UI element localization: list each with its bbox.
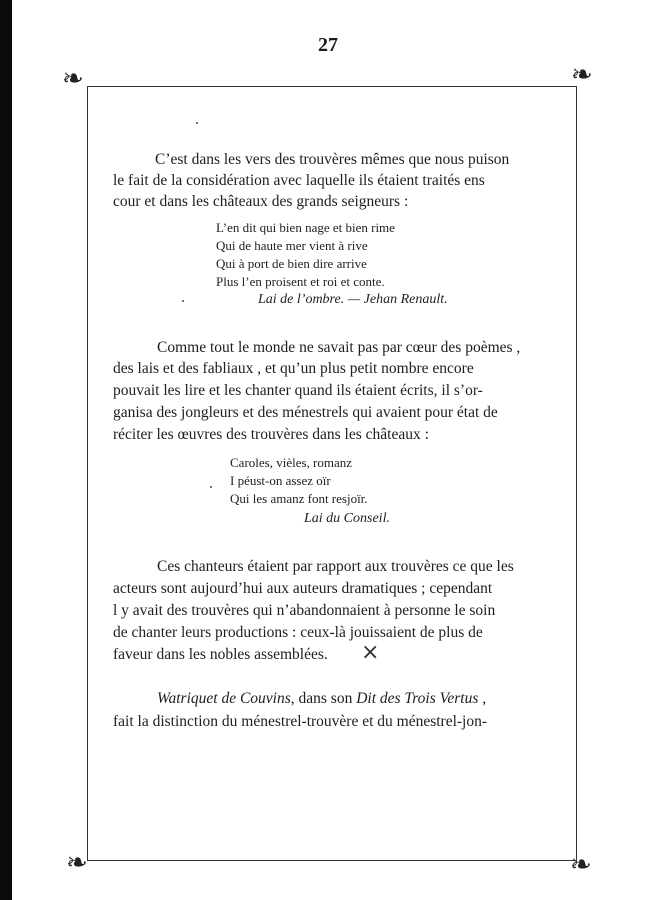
- connector-text: , dans son: [290, 690, 357, 707]
- speck: [182, 300, 184, 302]
- paragraph-3-line-5: faveur dans les nobles assemblées.: [113, 646, 328, 663]
- paragraph-4-line-2: fait la distinction du ménestrel-trouvère et du ménestrel-jon-: [113, 713, 488, 730]
- page-number: 27: [318, 34, 338, 56]
- handwritten-cross-mark: ×: [361, 640, 380, 665]
- ornament-flourish-icon: ❧: [62, 64, 84, 94]
- author-name: Watriquet de Couvins: [157, 690, 291, 707]
- paragraph-3-line-3: l y avait des trouvères qui n’abandonnaient à personne le soin: [113, 602, 496, 619]
- line-end: ,: [478, 690, 487, 707]
- speck: [210, 486, 212, 488]
- paragraph-2-line-4: ganisa des jongleurs et des ménestrels qui avaient pour état de: [113, 404, 498, 421]
- paragraph-4-line-1: [157, 688, 486, 709]
- verse-1-line-4: Plus l’en proisent et roi et conte.: [216, 274, 385, 289]
- verse-1-line-2: Qui de haute mer vient à rive: [216, 238, 368, 253]
- verse-2-line-1: Caroles, vièles, romanz: [230, 455, 353, 470]
- paragraph-3-line-2: acteurs sont aujourd’hui aux auteurs dramatiques ; cependant: [113, 580, 493, 597]
- verse-2-line-3: Qui les amanz font resjoïr.: [230, 491, 368, 506]
- verse-2-line-2: I péust-on assez oïr: [230, 473, 331, 488]
- verse-1-line-3: Qui à port de bien dire arrive: [216, 256, 367, 271]
- page-edge-shadow: [0, 0, 12, 900]
- paragraph-1-line-2: le fait de la considération avec laquelle ils étaient traités ens: [113, 172, 485, 189]
- paragraph-2-line-3: pouvait les lire et les chanter quand ils étaient écrits, il s’or-: [113, 382, 483, 399]
- ornament-flourish-icon: ❧: [571, 60, 593, 90]
- verse-2-attribution: Lai du Conseil.: [304, 511, 390, 526]
- ornament-flourish-icon: ❧: [570, 850, 592, 880]
- paragraph-1-line-1: C’est dans les vers des trouvères mêmes que nous puison: [155, 151, 510, 168]
- verse-1-attribution: Lai de l’ombre. — Jehan Renault.: [258, 292, 448, 307]
- work-title: Dit des Trois Vertus: [356, 690, 479, 707]
- paragraph-2-line-5: réciter les œuvres des trouvères dans les châteaux :: [113, 426, 429, 443]
- speck: [196, 122, 198, 124]
- verse-1-line-1: L’en dit qui bien nage et bien rime: [216, 220, 395, 235]
- paragraph-3-line-1: Ces chanteurs étaient par rapport aux trouvères ce que les: [157, 558, 514, 575]
- ornament-flourish-icon: ❧: [66, 848, 88, 878]
- paragraph-3-line-4: de chanter leurs productions : ceux-là jouissaient de plus de: [113, 624, 483, 641]
- paragraph-2-line-1: Comme tout le monde ne savait pas par cœur des poèmes ,: [157, 339, 521, 356]
- paragraph-2-line-2: des lais et des fabliaux , et qu’un plus petit nombre encore: [113, 360, 474, 377]
- paragraph-1-line-3: cour et dans les châteaux des grands seigneurs :: [113, 193, 409, 210]
